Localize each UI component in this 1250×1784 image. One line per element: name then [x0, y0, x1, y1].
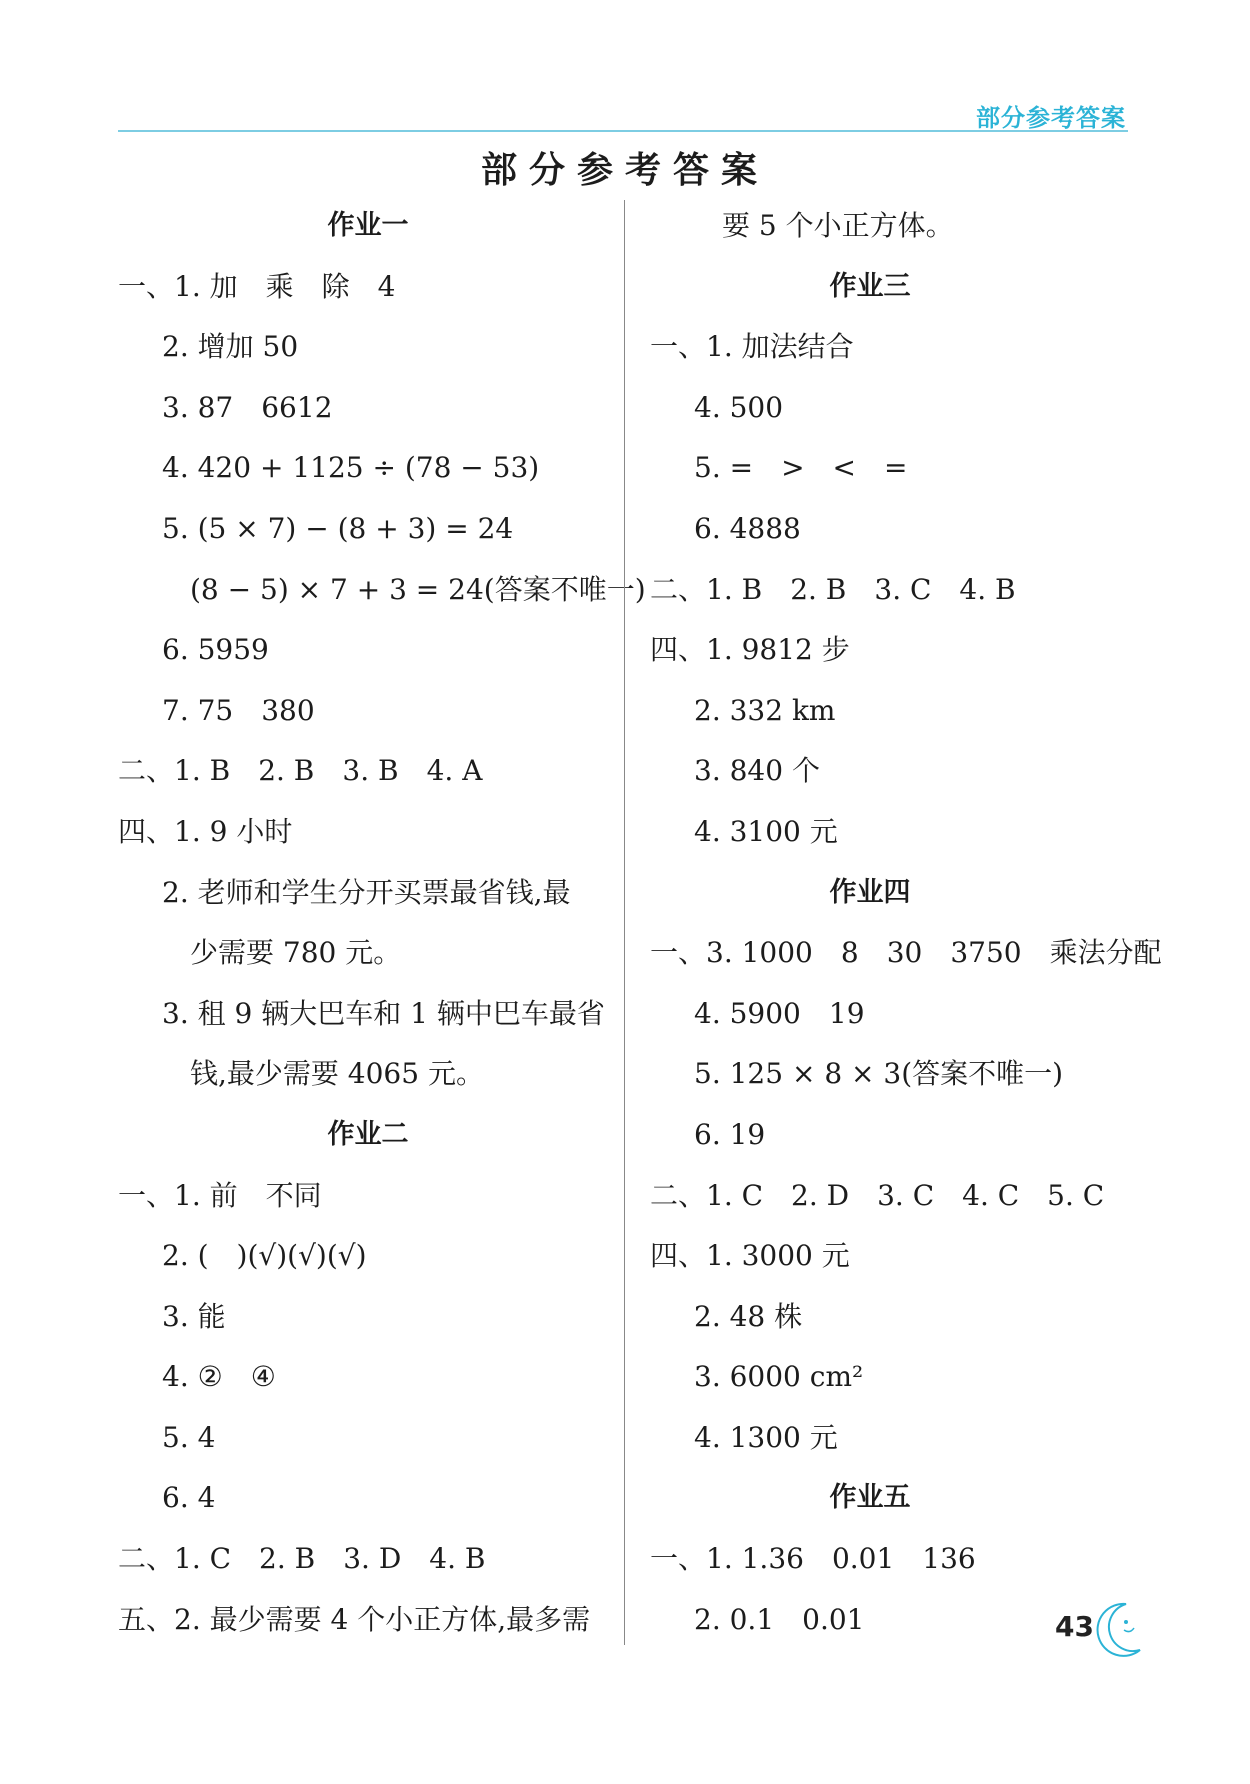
answer-line: 一、1. 加法结合 [650, 330, 854, 364]
answer-line: 二、1. B 2. B 3. B 4. A [118, 754, 483, 788]
left-column [118, 196, 646, 1650]
answer-line: (8 − 5) × 7 + 3 = 24(答案不唯一) [190, 572, 646, 606]
answer-line: 4. 3100 元 [694, 814, 838, 848]
answer-line: 四、1. 9812 步 [650, 633, 850, 667]
answer-line: 二、1. B 2. B 3. C 4. B [650, 572, 1016, 606]
answer-line: 一、3. 1000 8 30 3750 乘法分配 [650, 936, 1162, 970]
answer-line: 5. 4 [162, 1420, 216, 1454]
answer-line: 5. (5 × 7) − (8 + 3) = 24 [162, 511, 514, 545]
header-rule [118, 130, 1128, 132]
answer-line: 4. 5900 19 [694, 996, 865, 1030]
answer-line: 四、1. 3000 元 [650, 1239, 850, 1273]
section-heading: 作业二 [327, 1118, 409, 1150]
section-heading: 作业四 [829, 876, 911, 908]
answer-line: 3. 87 6612 [162, 390, 333, 424]
answer-line: 一、1. 前 不同 [118, 1178, 322, 1212]
answer-line: 5. 125 × 8 × 3(答案不唯一) [694, 1057, 1064, 1091]
answer-line: 4. 500 [694, 390, 784, 424]
answer-line: 2. ( )(√)(√)(√) [162, 1239, 367, 1273]
answer-line: 二、1. C 2. D 3. C 4. C 5. C [650, 1178, 1105, 1212]
crescent-moon-icon [1096, 1598, 1146, 1658]
answer-line: 2. 增加 50 [162, 330, 299, 364]
section-tag: 部分参考答案 [976, 104, 1126, 132]
right-column [650, 196, 1162, 1650]
answer-line: 一、1. 1.36 0.01 136 [650, 1542, 976, 1576]
answer-line: 2. 老师和学生分开买票最省钱,最 [162, 875, 571, 909]
answer-line: 2. 0.1 0.01 [694, 1602, 865, 1636]
answer-line: 3. 6000 cm² [694, 1360, 864, 1394]
answer-line: 少需要 780 元。 [190, 936, 402, 970]
answer-line: 要 5 个小正方体。 [722, 209, 954, 242]
answer-line: 6. 4888 [694, 511, 801, 545]
answer-line: 四、1. 9 小时 [118, 814, 293, 848]
section-heading: 作业一 [327, 210, 409, 241]
answer-line: 2. 48 株 [694, 1299, 803, 1333]
answer-line: 4. 1300 元 [694, 1420, 838, 1454]
answer-line: 4. 420 + 1125 ÷ (78 − 53) [162, 451, 540, 485]
answer-line: 7. 75 380 [162, 693, 315, 727]
answer-line: 3. 租 9 辆大巴车和 1 辆中巴车最省 [162, 996, 605, 1030]
section-heading: 作业五 [829, 1482, 911, 1514]
column-divider [624, 200, 625, 1645]
answer-line: 5. = > < = [694, 451, 908, 485]
answer-line: 五、2. 最少需要 4 个小正方体,最多需 [118, 1602, 591, 1636]
answer-line: 3. 能 [162, 1299, 226, 1333]
page-title: 部分参考答案 [480, 150, 769, 191]
section-heading: 作业三 [829, 270, 911, 302]
answer-line: 4. ② ④ [162, 1360, 276, 1394]
answer-line: 6. 4 [162, 1481, 216, 1515]
answer-line: 二、1. C 2. B 3. D 4. B [118, 1542, 486, 1576]
answer-line: 钱,最少需要 4065 元。 [190, 1057, 484, 1091]
answer-line: 3. 840 个 [694, 754, 820, 788]
answer-line: 一、1. 加 乘 除 4 [118, 269, 396, 303]
answer-line: 6. 19 [694, 1117, 766, 1151]
page-number: 43 [1055, 1610, 1094, 1643]
answer-line: 6. 5959 [162, 633, 269, 667]
answer-line: 2. 332 km [694, 693, 836, 727]
